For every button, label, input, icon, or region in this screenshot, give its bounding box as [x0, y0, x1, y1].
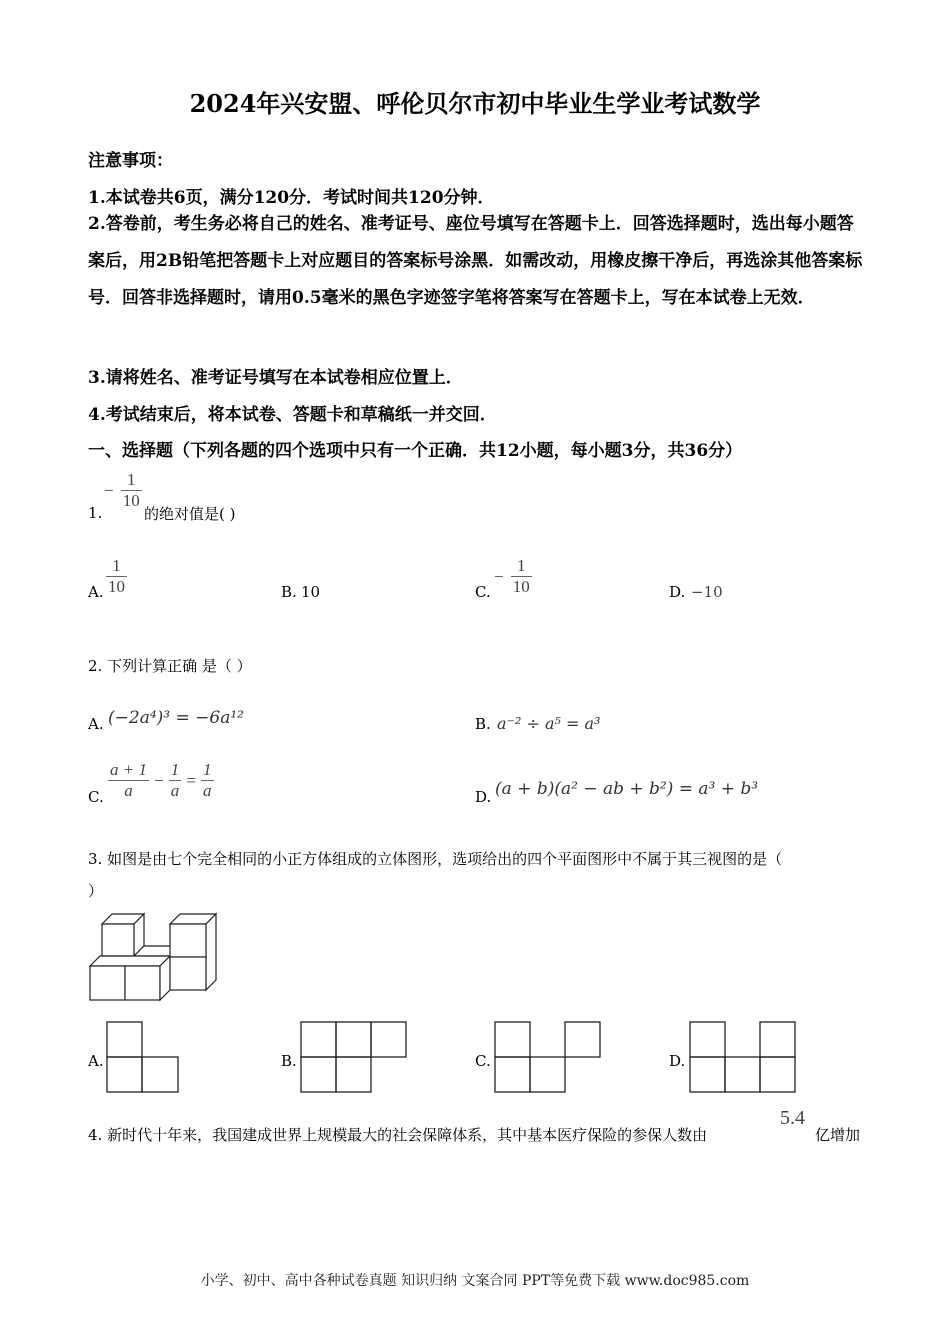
section-heading-choice: 一、选择题（下列各题的四个选项中只有一个正确．共12小题，每小题3分，共36分） — [88, 441, 743, 461]
q2-option-b-label: B. — [475, 715, 491, 733]
q2-option-d-label: D. — [475, 788, 492, 806]
q1-option-a-fraction — [106, 556, 127, 597]
q1-expression — [104, 470, 142, 511]
q2-c-den3: a — [203, 781, 212, 800]
q1-text: 的绝对值是( ) — [144, 505, 236, 523]
q3-text-end: ） — [88, 882, 104, 900]
q1-fraction-denominator: 10 — [122, 491, 140, 510]
q3-option-b-label: B. — [281, 1052, 297, 1070]
q1-c-den: 10 — [512, 577, 530, 596]
q2-c-op2: = — [186, 770, 196, 790]
q2-option-c-label: C. — [88, 788, 104, 806]
q1-option-d-label: D. — [669, 583, 686, 601]
q4-text: 4. 新时代十年来，我国建成世界上规模最大的社会保障体系，其中基本医疗保险的参保人数由 — [88, 1126, 708, 1144]
q1-a-num: 1 — [106, 556, 127, 577]
q2-c-den1: a — [124, 781, 133, 800]
q3-option-d-figure — [689, 1021, 797, 1093]
q2-c-den2: a — [170, 781, 180, 800]
q1-c-num: 1 — [511, 556, 532, 577]
q1-fraction — [121, 470, 142, 511]
q3-option-a-figure — [106, 1021, 180, 1093]
q3-option-c-figure — [494, 1021, 602, 1093]
notice-item-2: 2.答卷前，考生务必将自己的姓名、准考证号、座位号填写在答题卡上．回答选择题时，选出每小题答案后，用2B铅笔把答题卡上对应题目的答案标号涂黑．如需改动，用橡皮擦干净后，再选涂其他答案标号．回答非选择题时，请用0.5毫米的黑色字迹签字笔将答案写在答题卡上，写在本试卷上无效． — [88, 214, 863, 308]
q1-sign: − — [104, 480, 114, 500]
q2-text: 2. 下列计算正确 是（ ） — [88, 657, 252, 675]
q1-option-a-label: A. — [88, 583, 104, 601]
page-footer: 小学、初中、高中各种试卷真题 知识归纳 文案合同 PPT等免费下载 www.doc985.com — [200, 1273, 750, 1289]
q1-option-d-value: −10 — [691, 583, 723, 601]
q2-option-c-expr — [108, 760, 214, 801]
q2-option-d-expr: (a + b)(a² − ab + b²) = a³ + b³ — [495, 779, 759, 799]
q1-fraction-numerator: 1 — [121, 470, 142, 491]
notice-item-3: 3.请将姓名、准考证号填写在本试卷相应位置上． — [88, 368, 463, 388]
q3-option-a-label: A. — [88, 1052, 104, 1070]
q1-option-c-label: C. — [475, 583, 491, 601]
q1-number: 1. — [88, 504, 103, 522]
q1-option-b-label: B. — [281, 583, 297, 601]
q1-option-b-value: 10 — [301, 583, 321, 601]
notice-item-1: 1.本试卷共6页，满分120分．考试时间共120分钟． — [88, 188, 495, 208]
q2-c-num1: a + 1 — [110, 760, 147, 779]
q3-option-b-figure — [300, 1021, 408, 1093]
q3-option-c-label: C. — [475, 1052, 491, 1070]
q1-option-c-fraction — [494, 556, 532, 597]
page-title: 2024年兴安盟、呼伦贝尔市初中毕业生学业考试数学 — [189, 89, 761, 118]
q2-c-op1: − — [154, 770, 164, 790]
q2-c-num2: 1 — [170, 760, 180, 779]
q1-c-sign: − — [494, 566, 504, 586]
q4-text-end: 亿增加 — [815, 1126, 861, 1144]
q3-text: 3. 如图是由七个完全相同的小正方体组成的立体图形，选项给出的四个平面图形中不属于其三视图的是（ — [88, 850, 783, 868]
q2-option-a-expr: (−2a⁴)³ = −6a¹² — [108, 708, 244, 728]
notice-item-4: 4.考试结束后，将本试卷、答题卡和草稿纸一并交回． — [88, 405, 497, 425]
q1-a-den: 10 — [108, 577, 125, 596]
q3-option-d-label: D. — [669, 1052, 686, 1070]
q2-c-num3: 1 — [203, 760, 212, 779]
notice-heading: 注意事项： — [88, 151, 173, 171]
q2-option-b-expr: a⁻² ÷ a⁵ = a³ — [497, 714, 601, 733]
q2-option-a-label: A. — [88, 715, 104, 733]
q3-cube-figure — [88, 912, 220, 1004]
q4-value: 5.4 — [780, 1107, 805, 1129]
